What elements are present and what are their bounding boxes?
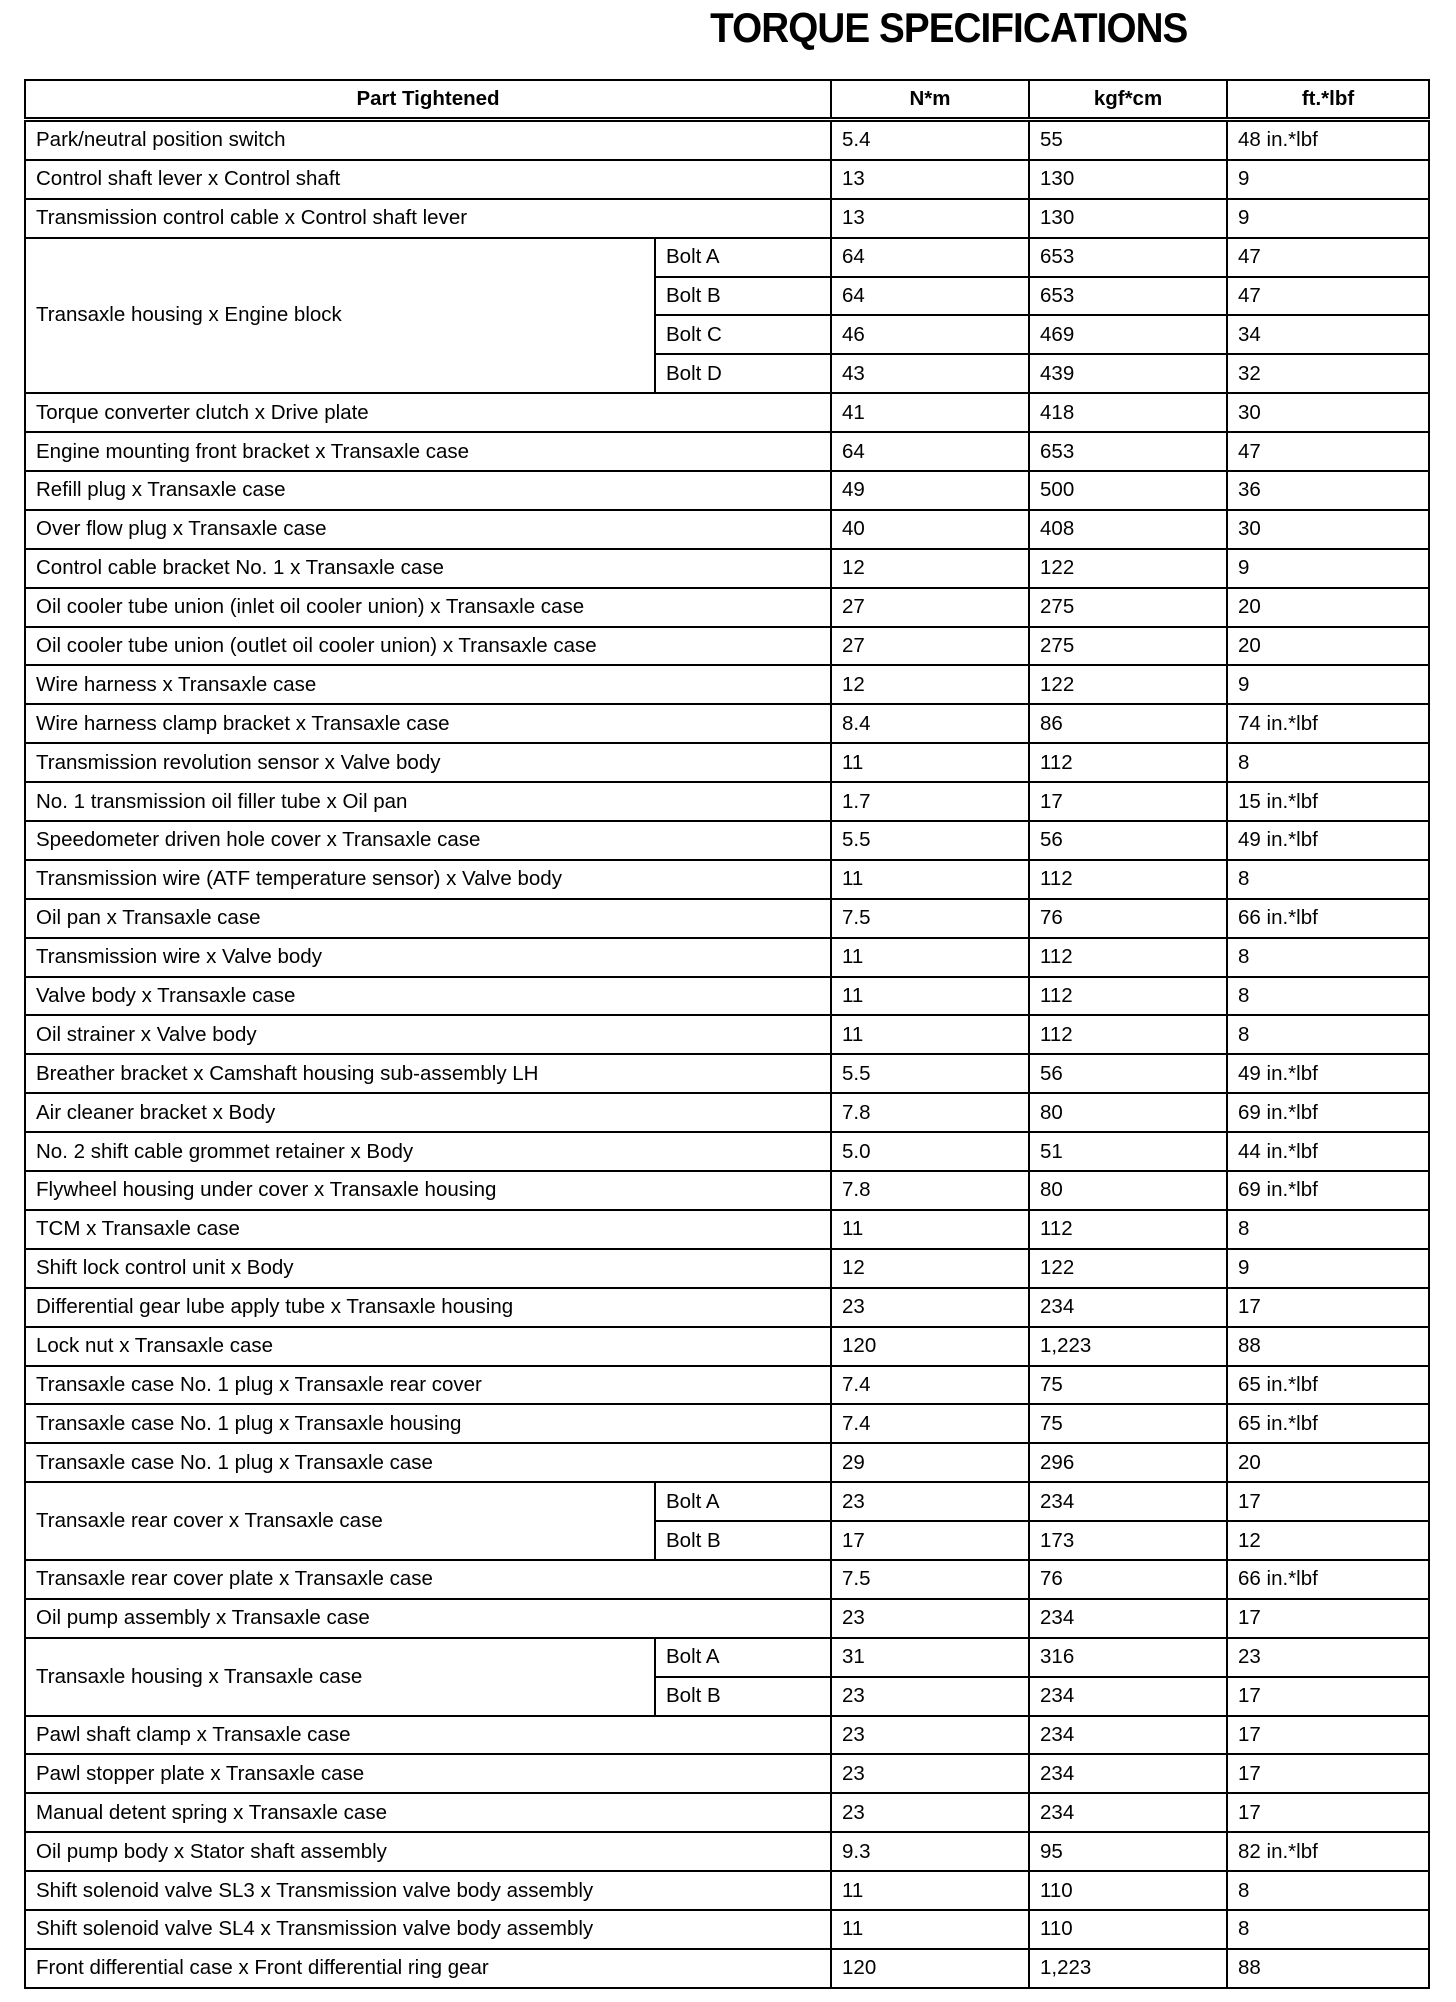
ft-lbf-cell: 74 in.*lbf (1227, 704, 1429, 743)
kgf-cm-cell: 75 (1029, 1366, 1227, 1405)
ft-lbf-cell: 17 (1227, 1793, 1429, 1832)
ft-lbf-cell: 49 in.*lbf (1227, 821, 1429, 860)
table-row (25, 1015, 1429, 1054)
table-row (25, 1404, 1429, 1443)
table-row (25, 160, 1429, 199)
nm-cell: 120 (831, 1327, 1029, 1366)
ft-lbf-cell: 8 (1227, 977, 1429, 1016)
table-row (25, 665, 1429, 704)
part-cell: Oil pump body x Stator shaft assembly (25, 1832, 831, 1871)
ft-lbf-cell: 8 (1227, 743, 1429, 782)
nm-cell: 8.4 (831, 704, 1029, 743)
nm-cell: 41 (831, 393, 1029, 432)
kgf-cm-cell: 51 (1029, 1132, 1227, 1171)
ft-lbf-cell: 69 in.*lbf (1227, 1093, 1429, 1132)
kgf-cm-cell: 653 (1029, 277, 1227, 316)
bolt-cell: Bolt C (655, 315, 831, 354)
kgf-cm-cell: 56 (1029, 821, 1227, 860)
part-cell: Transaxle housing x Transaxle case (25, 1638, 655, 1716)
page-title: TORQUE SPECIFICATIONS (710, 4, 1188, 51)
part-cell: Transmission control cable x Control shaft lever (25, 199, 831, 238)
table-row (25, 1638, 1429, 1677)
part-cell: Torque converter clutch x Drive plate (25, 393, 831, 432)
nm-cell: 13 (831, 199, 1029, 238)
nm-cell: 43 (831, 354, 1029, 393)
kgf-cm-cell: 110 (1029, 1910, 1227, 1949)
ft-lbf-cell: 48 in.*lbf (1227, 120, 1429, 160)
ft-lbf-cell: 20 (1227, 1443, 1429, 1482)
part-cell: Manual detent spring x Transaxle case (25, 1793, 831, 1832)
table-row (25, 1754, 1429, 1793)
nm-cell: 64 (831, 432, 1029, 471)
part-cell: Transaxle housing x Engine block (25, 238, 655, 394)
table-row (25, 1210, 1429, 1249)
part-cell: Lock nut x Transaxle case (25, 1327, 831, 1366)
kgf-cm-cell: 122 (1029, 665, 1227, 704)
table-row (25, 1249, 1429, 1288)
kgf-cm-cell: 234 (1029, 1716, 1227, 1755)
kgf-cm-cell: 112 (1029, 977, 1227, 1016)
kgf-cm-cell: 275 (1029, 627, 1227, 666)
ft-lbf-cell: 36 (1227, 471, 1429, 510)
table-row (25, 1871, 1429, 1910)
ft-lbf-cell: 17 (1227, 1599, 1429, 1638)
bolt-cell: Bolt A (655, 1482, 831, 1521)
table-row (25, 938, 1429, 977)
part-cell: Park/neutral position switch (25, 120, 831, 160)
ft-lbf-cell: 30 (1227, 393, 1429, 432)
nm-cell: 7.5 (831, 899, 1029, 938)
table-row (25, 1910, 1429, 1949)
part-cell: Engine mounting front bracket x Transaxle case (25, 432, 831, 471)
ft-lbf-cell: 23 (1227, 1638, 1429, 1677)
ft-lbf-cell: 9 (1227, 665, 1429, 704)
ft-lbf-cell: 47 (1227, 238, 1429, 277)
nm-cell: 23 (831, 1754, 1029, 1793)
ft-lbf-cell: 15 in.*lbf (1227, 782, 1429, 821)
part-cell: Transaxle case No. 1 plug x Transaxle rear cover (25, 1366, 831, 1405)
table-row (25, 238, 1429, 277)
kgf-cm-cell: 408 (1029, 510, 1227, 549)
ft-lbf-cell: 32 (1227, 354, 1429, 393)
nm-cell: 7.5 (831, 1560, 1029, 1599)
table-row (25, 1949, 1429, 1988)
part-cell: Over flow plug x Transaxle case (25, 510, 831, 549)
ft-lbf-cell: 9 (1227, 160, 1429, 199)
kgf-cm-cell: 469 (1029, 315, 1227, 354)
bolt-cell: Bolt B (655, 1677, 831, 1716)
nm-cell: 46 (831, 315, 1029, 354)
kgf-cm-cell: 76 (1029, 1560, 1227, 1599)
kgf-cm-cell: 112 (1029, 938, 1227, 977)
table-row (25, 432, 1429, 471)
part-cell: Transmission revolution sensor x Valve body (25, 743, 831, 782)
nm-cell: 40 (831, 510, 1029, 549)
table-row (25, 549, 1429, 588)
nm-cell: 23 (831, 1288, 1029, 1327)
part-cell: Speedometer driven hole cover x Transaxle case (25, 821, 831, 860)
kgf-cm-cell: 173 (1029, 1521, 1227, 1560)
nm-cell: 11 (831, 1871, 1029, 1910)
part-cell: Breather bracket x Camshaft housing sub-assembly LH (25, 1054, 831, 1093)
part-cell: Transaxle case No. 1 plug x Transaxle housing (25, 1404, 831, 1443)
kgf-cm-cell: 80 (1029, 1171, 1227, 1210)
nm-cell: 11 (831, 1015, 1029, 1054)
part-cell: Transaxle case No. 1 plug x Transaxle case (25, 1443, 831, 1482)
table-row (25, 821, 1429, 860)
bolt-cell: Bolt B (655, 1521, 831, 1560)
table-row (25, 1560, 1429, 1599)
nm-cell: 7.4 (831, 1404, 1029, 1443)
nm-cell: 23 (831, 1716, 1029, 1755)
ft-lbf-cell: 17 (1227, 1482, 1429, 1521)
kgf-cm-cell: 122 (1029, 549, 1227, 588)
kgf-cm-cell: 234 (1029, 1482, 1227, 1521)
part-cell: Refill plug x Transaxle case (25, 471, 831, 510)
table-row (25, 588, 1429, 627)
nm-cell: 5.5 (831, 821, 1029, 860)
kgf-cm-cell: 418 (1029, 393, 1227, 432)
ft-lbf-cell: 88 (1227, 1327, 1429, 1366)
ft-lbf-cell: 82 in.*lbf (1227, 1832, 1429, 1871)
kgf-cm-cell: 234 (1029, 1754, 1227, 1793)
nm-cell: 64 (831, 277, 1029, 316)
table-row (25, 1599, 1429, 1638)
kgf-cm-cell: 439 (1029, 354, 1227, 393)
nm-cell: 5.4 (831, 120, 1029, 160)
table-row (25, 899, 1429, 938)
table-row (25, 120, 1429, 160)
ft-lbf-cell: 47 (1227, 277, 1429, 316)
header-kgf-cm: kgf*cm (1029, 80, 1227, 120)
nm-cell: 31 (831, 1638, 1029, 1677)
nm-cell: 23 (831, 1793, 1029, 1832)
kgf-cm-cell: 112 (1029, 1210, 1227, 1249)
ft-lbf-cell: 65 in.*lbf (1227, 1366, 1429, 1405)
nm-cell: 12 (831, 1249, 1029, 1288)
part-cell: Oil strainer x Valve body (25, 1015, 831, 1054)
nm-cell: 11 (831, 743, 1029, 782)
part-cell: Oil cooler tube union (inlet oil cooler union) x Transaxle case (25, 588, 831, 627)
nm-cell: 1.7 (831, 782, 1029, 821)
kgf-cm-cell: 95 (1029, 1832, 1227, 1871)
ft-lbf-cell: 8 (1227, 1210, 1429, 1249)
nm-cell: 7.8 (831, 1093, 1029, 1132)
nm-cell: 23 (831, 1599, 1029, 1638)
kgf-cm-cell: 316 (1029, 1638, 1227, 1677)
table-row (25, 1093, 1429, 1132)
part-cell: Pawl shaft clamp x Transaxle case (25, 1716, 831, 1755)
ft-lbf-cell: 17 (1227, 1716, 1429, 1755)
ft-lbf-cell: 34 (1227, 315, 1429, 354)
ft-lbf-cell: 12 (1227, 1521, 1429, 1560)
nm-cell: 12 (831, 665, 1029, 704)
nm-cell: 11 (831, 977, 1029, 1016)
ft-lbf-cell: 47 (1227, 432, 1429, 471)
part-cell: Pawl stopper plate x Transaxle case (25, 1754, 831, 1793)
table-row (25, 977, 1429, 1016)
nm-cell: 11 (831, 1910, 1029, 1949)
kgf-cm-cell: 1,223 (1029, 1327, 1227, 1366)
kgf-cm-cell: 56 (1029, 1054, 1227, 1093)
part-cell: Oil pump assembly x Transaxle case (25, 1599, 831, 1638)
header-nm: N*m (831, 80, 1029, 120)
kgf-cm-cell: 112 (1029, 743, 1227, 782)
kgf-cm-cell: 234 (1029, 1288, 1227, 1327)
table-row (25, 1832, 1429, 1871)
kgf-cm-cell: 86 (1029, 704, 1227, 743)
nm-cell: 9.3 (831, 1832, 1029, 1871)
ft-lbf-cell: 49 in.*lbf (1227, 1054, 1429, 1093)
ft-lbf-cell: 8 (1227, 938, 1429, 977)
bolt-cell: Bolt A (655, 1638, 831, 1677)
ft-lbf-cell: 20 (1227, 588, 1429, 627)
nm-cell: 12 (831, 549, 1029, 588)
ft-lbf-cell: 9 (1227, 549, 1429, 588)
table-row (25, 1716, 1429, 1755)
nm-cell: 27 (831, 588, 1029, 627)
kgf-cm-cell: 234 (1029, 1599, 1227, 1638)
bolt-cell: Bolt D (655, 354, 831, 393)
nm-cell: 120 (831, 1949, 1029, 1988)
header-ft-lbf: ft.*lbf (1227, 80, 1429, 120)
nm-cell: 27 (831, 627, 1029, 666)
part-cell: Oil cooler tube union (outlet oil cooler union) x Transaxle case (25, 627, 831, 666)
kgf-cm-cell: 112 (1029, 1015, 1227, 1054)
ft-lbf-cell: 8 (1227, 860, 1429, 899)
nm-cell: 5.0 (831, 1132, 1029, 1171)
ft-lbf-cell: 20 (1227, 627, 1429, 666)
bolt-cell: Bolt A (655, 238, 831, 277)
nm-cell: 64 (831, 238, 1029, 277)
nm-cell: 29 (831, 1443, 1029, 1482)
kgf-cm-cell: 130 (1029, 199, 1227, 238)
table-row (25, 1793, 1429, 1832)
kgf-cm-cell: 110 (1029, 1871, 1227, 1910)
kgf-cm-cell: 76 (1029, 899, 1227, 938)
part-cell: Wire harness x Transaxle case (25, 665, 831, 704)
kgf-cm-cell: 275 (1029, 588, 1227, 627)
nm-cell: 11 (831, 860, 1029, 899)
table-row (25, 1443, 1429, 1482)
table-row (25, 199, 1429, 238)
part-cell: Control shaft lever x Control shaft (25, 160, 831, 199)
ft-lbf-cell: 44 in.*lbf (1227, 1132, 1429, 1171)
nm-cell: 23 (831, 1677, 1029, 1716)
part-cell: Flywheel housing under cover x Transaxle housing (25, 1171, 831, 1210)
ft-lbf-cell: 9 (1227, 199, 1429, 238)
kgf-cm-cell: 1,223 (1029, 1949, 1227, 1988)
kgf-cm-cell: 130 (1029, 160, 1227, 199)
table-header-row (25, 80, 1429, 120)
ft-lbf-cell: 17 (1227, 1288, 1429, 1327)
kgf-cm-cell: 234 (1029, 1677, 1227, 1716)
part-cell: Wire harness clamp bracket x Transaxle case (25, 704, 831, 743)
bolt-cell: Bolt B (655, 277, 831, 316)
table-row (25, 510, 1429, 549)
ft-lbf-cell: 17 (1227, 1677, 1429, 1716)
kgf-cm-cell: 653 (1029, 238, 1227, 277)
table-row (25, 1366, 1429, 1405)
table-row (25, 743, 1429, 782)
ft-lbf-cell: 9 (1227, 1249, 1429, 1288)
table-row (25, 704, 1429, 743)
ft-lbf-cell: 66 in.*lbf (1227, 1560, 1429, 1599)
nm-cell: 5.5 (831, 1054, 1029, 1093)
kgf-cm-cell: 653 (1029, 432, 1227, 471)
part-cell: Air cleaner bracket x Body (25, 1093, 831, 1132)
kgf-cm-cell: 234 (1029, 1793, 1227, 1832)
nm-cell: 11 (831, 1210, 1029, 1249)
ft-lbf-cell: 88 (1227, 1949, 1429, 1988)
nm-cell: 7.8 (831, 1171, 1029, 1210)
kgf-cm-cell: 75 (1029, 1404, 1227, 1443)
nm-cell: 7.4 (831, 1366, 1029, 1405)
table-row (25, 393, 1429, 432)
kgf-cm-cell: 17 (1029, 782, 1227, 821)
table-row (25, 627, 1429, 666)
part-cell: Oil pan x Transaxle case (25, 899, 831, 938)
torque-spec-table (24, 79, 1430, 1989)
part-cell: Valve body x Transaxle case (25, 977, 831, 1016)
part-cell: Transmission wire x Valve body (25, 938, 831, 977)
table-row (25, 1054, 1429, 1093)
ft-lbf-cell: 66 in.*lbf (1227, 899, 1429, 938)
table-row (25, 1482, 1429, 1521)
kgf-cm-cell: 112 (1029, 860, 1227, 899)
part-cell: No. 1 transmission oil filler tube x Oil pan (25, 782, 831, 821)
part-cell: Transaxle rear cover x Transaxle case (25, 1482, 655, 1560)
part-cell: Front differential case x Front differential ring gear (25, 1949, 831, 1988)
part-cell: TCM x Transaxle case (25, 1210, 831, 1249)
nm-cell: 49 (831, 471, 1029, 510)
part-cell: Control cable bracket No. 1 x Transaxle case (25, 549, 831, 588)
nm-cell: 23 (831, 1482, 1029, 1521)
table-row (25, 860, 1429, 899)
part-cell: Differential gear lube apply tube x Transaxle housing (25, 1288, 831, 1327)
nm-cell: 13 (831, 160, 1029, 199)
kgf-cm-cell: 122 (1029, 1249, 1227, 1288)
part-cell: Shift solenoid valve SL3 x Transmission valve body assembly (25, 1871, 831, 1910)
part-cell: Shift lock control unit x Body (25, 1249, 831, 1288)
part-cell: Shift solenoid valve SL4 x Transmission valve body assembly (25, 1910, 831, 1949)
ft-lbf-cell: 30 (1227, 510, 1429, 549)
kgf-cm-cell: 500 (1029, 471, 1227, 510)
header-part-tightened: Part Tightened (25, 80, 831, 120)
table-row (25, 1288, 1429, 1327)
nm-cell: 11 (831, 938, 1029, 977)
table-row (25, 1132, 1429, 1171)
table-row (25, 471, 1429, 510)
ft-lbf-cell: 69 in.*lbf (1227, 1171, 1429, 1210)
table-row (25, 1327, 1429, 1366)
nm-cell: 17 (831, 1521, 1029, 1560)
ft-lbf-cell: 65 in.*lbf (1227, 1404, 1429, 1443)
part-cell: Transaxle rear cover plate x Transaxle case (25, 1560, 831, 1599)
ft-lbf-cell: 8 (1227, 1015, 1429, 1054)
part-cell: No. 2 shift cable grommet retainer x Body (25, 1132, 831, 1171)
kgf-cm-cell: 296 (1029, 1443, 1227, 1482)
kgf-cm-cell: 80 (1029, 1093, 1227, 1132)
table-row (25, 782, 1429, 821)
kgf-cm-cell: 55 (1029, 120, 1227, 160)
table-row (25, 1171, 1429, 1210)
part-cell: Transmission wire (ATF temperature sensor) x Valve body (25, 860, 831, 899)
ft-lbf-cell: 8 (1227, 1910, 1429, 1949)
ft-lbf-cell: 8 (1227, 1871, 1429, 1910)
ft-lbf-cell: 17 (1227, 1754, 1429, 1793)
